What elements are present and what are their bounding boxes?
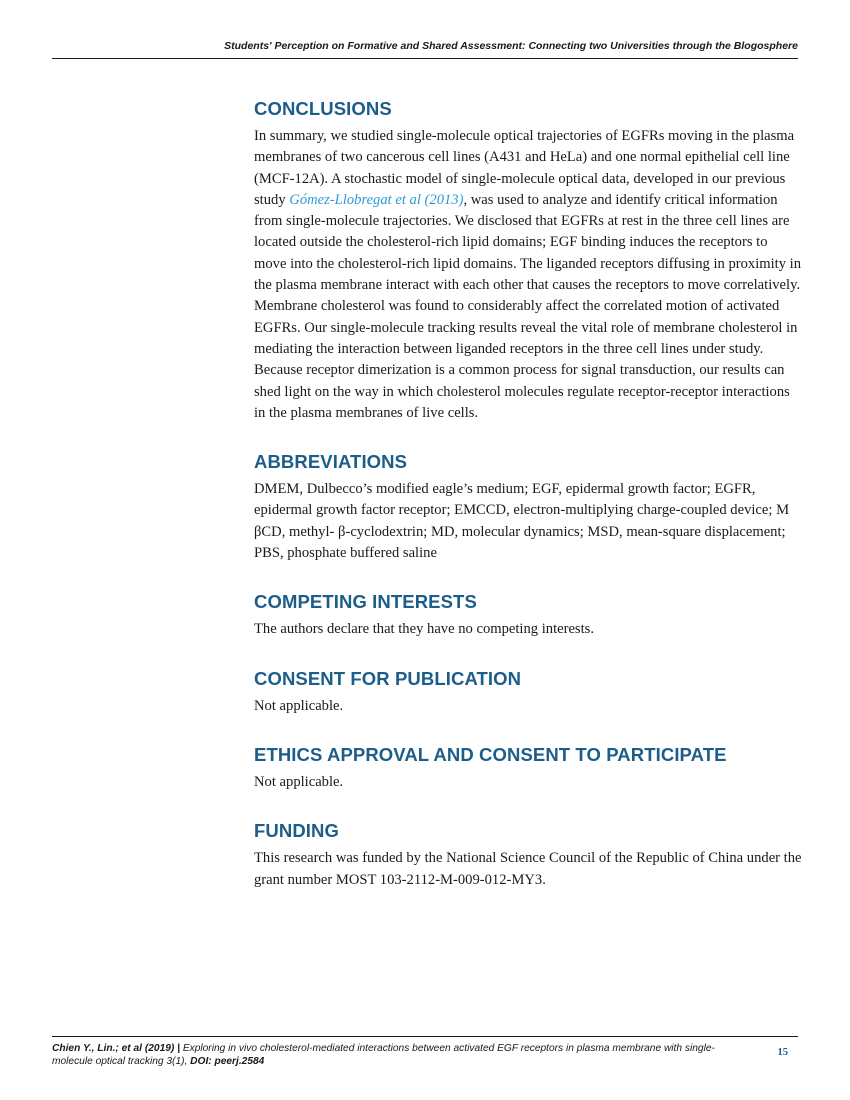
funding-heading: FUNDING [254,820,339,842]
section-funding [254,819,802,891]
section-competing-interests [254,590,802,640]
conclusions-body [254,126,802,424]
header-divider [52,58,798,59]
citation-link-authors[interactable]: Gómez-Llobregat et al [289,191,421,208]
conclusions-text-part2: , was used to analyze and identify critical information from single-molecule trajectories. We disclosed that EGFRs at rest in the three cell lines are located outside the cholesterol-rich lipid domains; EGF binding induces the receptors to move into the cholesterol-rich lipid domains. The liganded receptors diffusing in proximity in the plasma membrane interact with each other that causes the receptors to move correlatively. Membrane cholesterol was found to considerably affect the correlated motion of activated EGFRs. Our single-molecule tracking results reveal the vital role of membrane cholesterol in mediating the interaction between liganded receptors in the three cell lines under study. Because receptor dimerization is a common process for signal transduction, our results can shed light on the way in which cholesterol molecules regulate receptor-receptor interactions in the plasma membranes of live cells. [254,191,802,421]
citation-link-year[interactable]: 2013 [429,191,459,208]
footer-citation [52,1042,752,1068]
citation-close-paren: ) [458,191,464,208]
section-conclusions [254,97,802,424]
section-abbreviations [254,450,802,564]
abbreviations-body: DMEM, Dulbecco’s modified eagle’s medium; EGF, epidermal growth factor; EGFR, epidermal growth factor receptor; EMCCD, electron-multiplying charge-coupled device; M βCD, methyl- β-cyclodextrin; MD, molecular dynamics; MSD, mean-square displacement; PBS, phosphate buffered saline [254,481,790,562]
conclusions-text-part1: In summary, we studied single-molecule optical trajectories of EGFRs moving in the plasma membranes of two cancerous cell lines (A431 and HeLa) and one normal epithelial cell line (MCF-12A). A stochastic model of single-molecule optical data, developed in our previous study [254,128,795,208]
running-header-title: Students' Perception on Formative and Shared Assessment: Connecting two Universities through the Blogosphere [224,40,798,52]
consent-publication-heading: CONSENT FOR PUBLICATION [254,667,522,689]
competing-interests-body: The authors declare that they have no competing interests. [254,621,594,638]
abbreviations-heading: ABBREVIATIONS [254,451,408,473]
main-content [254,97,802,891]
funding-body: This research was funded by the National Science Council of the Republic of China under the grant number MOST 103-2112-M-009-012-MY3. [254,850,802,888]
footer-article-title: Exploring in vivo cholesterol-mediated interactions between activated EGF receptors in plasma membrane with single-molecule optical tracking 3(1), [52,1043,715,1067]
footer-doi: DOI: peerj.2584 [187,1056,265,1067]
competing-interests-heading: COMPETING INTERESTS [254,591,477,613]
citation-open-paren: ( [420,191,430,208]
section-ethics [254,743,802,793]
footer-authors: Chien Y., Lin.; et al (2019) | [52,1043,180,1054]
consent-publication-body: Not applicable. [254,697,344,714]
conclusions-heading: CONCLUSIONS [254,98,392,119]
ethics-body: Not applicable. [254,773,344,790]
ethics-heading: ETHICS APPROVAL AND CONSENT TO PARTICIPATE [254,743,727,765]
footer-divider [52,1036,798,1037]
page-number: 15 [777,1047,788,1058]
section-consent-publication [254,667,802,717]
